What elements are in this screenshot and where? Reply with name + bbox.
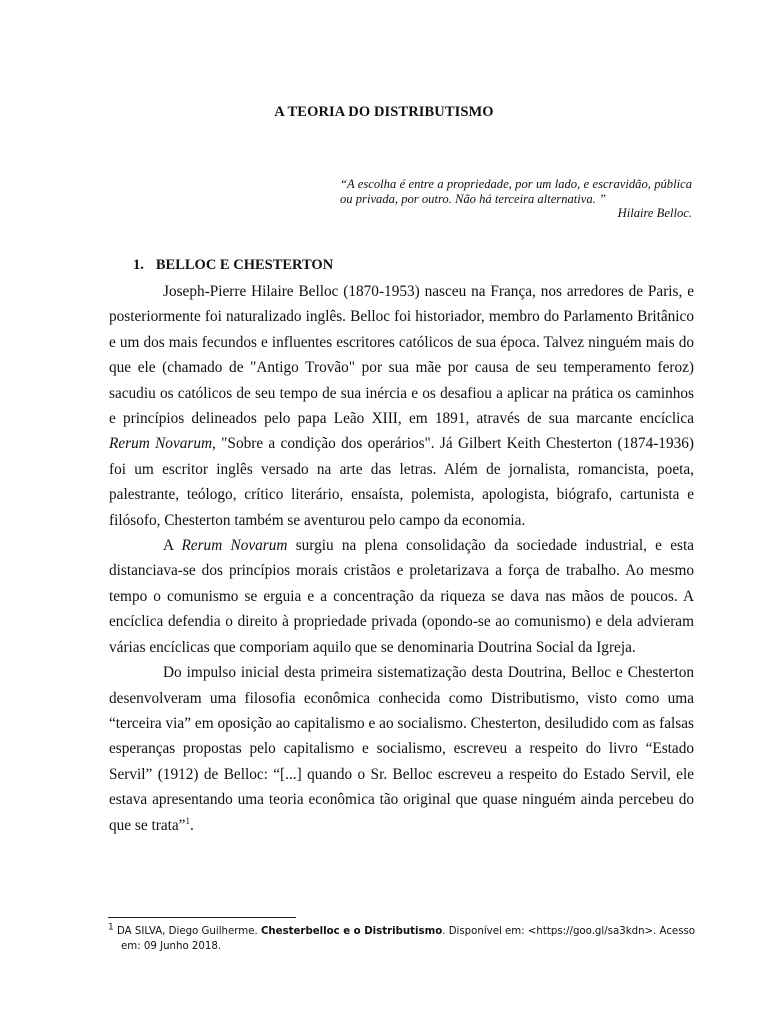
epigraph-author: Hilaire Belloc. bbox=[617, 206, 692, 220]
body-text bbox=[109, 279, 694, 838]
paragraph-2-text-b: surgiu na plena consolidação da sociedade industrial, e esta distanciava-se dos princípios morais cristãos e proletarizava a força de trabalho. Ao mesmo tempo o comunismo se erguia e a concentração da riqueza se dava nas mãos de poucos. A encíclica defendia o direito à propriedade privada (opondo-se ao comunismo) e dela advieram várias encíclicas que comporiam aquilo que se denominaria Doutrina Social da Igreja. bbox=[109, 537, 694, 656]
paragraph-2 bbox=[109, 533, 694, 660]
paragraph-3-text: Do impulso inicial desta primeira sistematização desta Doutrina, Belloc e Chesterton desenvolveram uma filosofia econômica conhecida como Distributismo, visto como uma “terceira via” em oposição ao capitalismo e ao socialismo. Chesterton, desiludido com as falsas esperanças propostas pelo capitalismo e socialismo, escreveu a respeito do livro “Estado Servil” (1912) de Belloc: “[...] quando o Sr. Belloc escreveu a respeito do Estado Servil, ele estava apresentando uma teoria econômica tão original que quase ninguém ainda percebeu do que se trata” bbox=[109, 664, 694, 834]
paragraph-3-end: . bbox=[189, 816, 194, 834]
paragraph-1-text-a: Joseph-Pierre Hilaire Belloc (1870-1953) nasceu na França, nos arredores de Paris, e posteriormente foi naturalizado inglês. Belloc foi historiador, membro do Parlamento Britânico e um dos mais fecundos e influentes escritores católicos de sua época. Talvez ninguém mais do que ele (chamado de "Antigo Trovão" por sua mãe por causa de seu temperamento feroz) sacudiu os católicos de seu tempo de sua inércia e os desafiou a aplicar na prática os caminhos e princípios delineados pelo papa Leão XIII, em 1891, através de sua marcante encíclica bbox=[109, 283, 694, 428]
paragraph-3 bbox=[109, 660, 694, 838]
document-title: A TEORIA DO DISTRIBUTISMO bbox=[274, 104, 494, 120]
section-title: BELLOC E CHESTERTON bbox=[155, 257, 334, 273]
section-heading bbox=[133, 257, 333, 274]
footnote-author: DA SILVA, Diego Guilherme. bbox=[116, 926, 261, 937]
epigraph-quote: “A escolha é entre a propriedade, por um lado, e escravidão, pública ou privada, por outro. Não há terceira alternativa. ” bbox=[340, 177, 692, 206]
footnote-work: Chesterbelloc e o Distributismo bbox=[260, 926, 443, 937]
paragraph-2-text-a: A bbox=[163, 537, 182, 555]
footnote-divider bbox=[108, 917, 296, 918]
footnote bbox=[108, 924, 707, 954]
paragraph-1-text-b: , "Sobre a condição dos operários". Já Gilbert Keith Chesterton (1874-1936) foi um escritor inglês versado na arte das letras. Além de jornalista, romancista, poeta, palestrante, teólogo, crítico literário, ensaísta, polemista, apologista, biógrafo, cartunista e filósofo, Chesterton também se aventurou pelo campo da economia. bbox=[109, 435, 694, 529]
section-number: 1. bbox=[133, 257, 144, 273]
footnote-rest: . Disponível em: <https://goo.gl/sa3kdn>. Acesso em: 09 Junho 2018. bbox=[121, 926, 696, 952]
paragraph-1 bbox=[109, 279, 694, 533]
epigraph bbox=[340, 177, 692, 221]
footnote-reference[interactable]: 1 bbox=[185, 815, 190, 826]
footnote-marker: 1 bbox=[108, 922, 114, 933]
paragraph-1-italic: Rerum Novarum bbox=[109, 435, 213, 453]
paragraph-2-italic: Rerum Novarum bbox=[181, 537, 288, 555]
